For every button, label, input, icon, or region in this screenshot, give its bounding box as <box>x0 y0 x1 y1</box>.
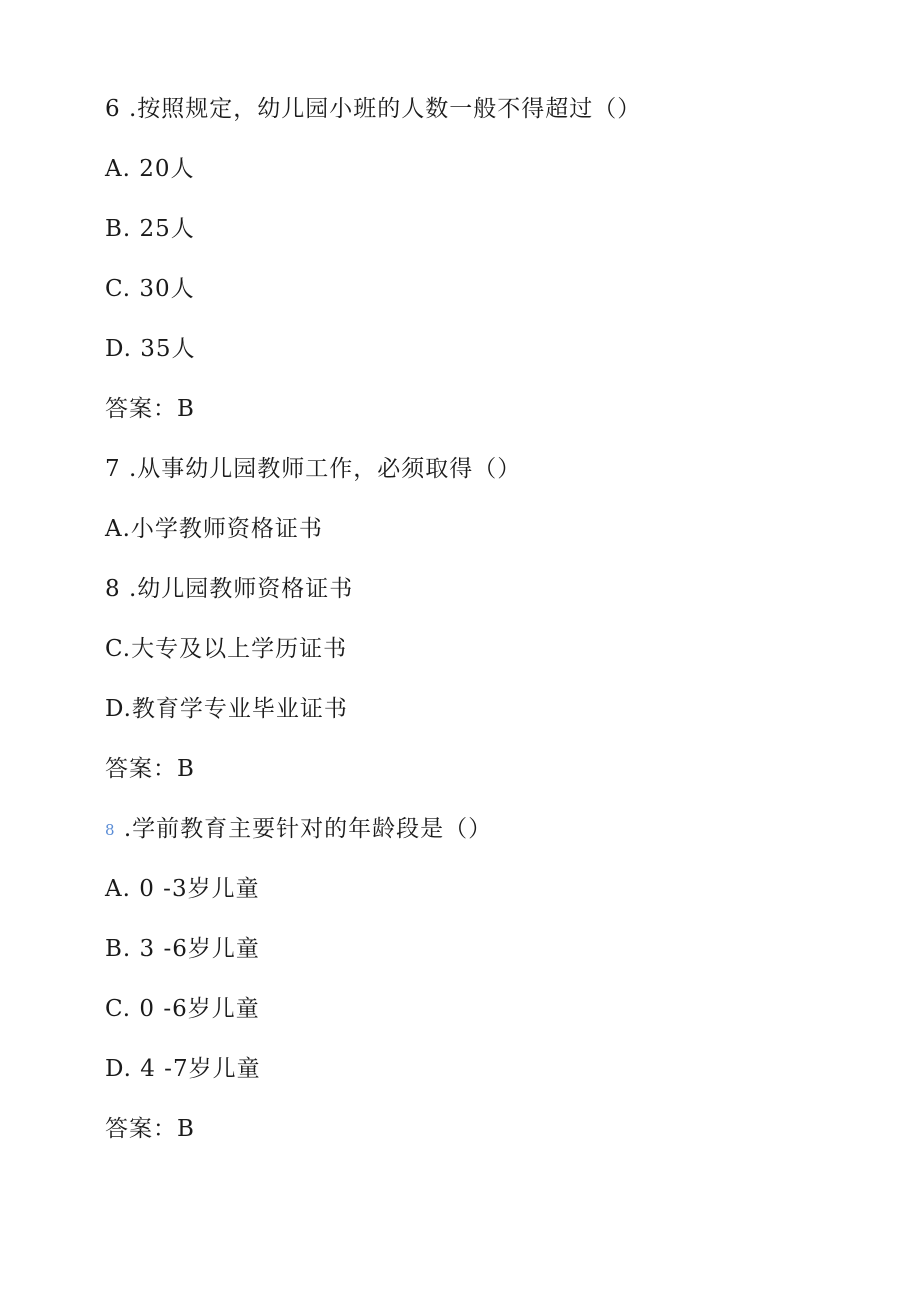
question-8-number: 8 <box>105 821 116 839</box>
question-8-answer: 答案：B <box>105 1116 195 1142</box>
question-6-option-a: A. 20人 <box>105 156 195 182</box>
question-7-option-a: A.小学教师资格证书 <box>105 516 323 542</box>
question-6-option-d: D. 35人 <box>105 336 196 362</box>
question-7-option-c: C.大专及以上学历证书 <box>105 636 348 662</box>
question-7-answer: 答案：B <box>105 756 195 782</box>
question-7-stem: 7 .从事幼儿园教师工作，必须取得（） <box>105 456 522 482</box>
question-8-option-d: D. 4 -7岁儿童 <box>105 1056 261 1082</box>
question-8-option-a: A. 0 -3岁儿童 <box>105 876 260 902</box>
question-6-option-b: B. 25人 <box>105 216 195 242</box>
question-6-option-c: C. 30人 <box>105 276 195 302</box>
question-7-option-b: 8 .幼儿园教师资格证书 <box>105 576 354 602</box>
question-8-option-c: C. 0 -6岁儿童 <box>105 996 260 1022</box>
question-8-option-b: B. 3 -6岁儿童 <box>105 936 260 962</box>
question-8-stem <box>105 814 492 844</box>
question-7-option-d: D.教育学专业毕业证书 <box>105 696 348 722</box>
question-6-stem: 6 .按照规定，幼儿园小班的人数一般不得超过（） <box>105 96 642 122</box>
question-6-answer: 答案：B <box>105 396 195 422</box>
question-8-stem-text: .学前教育主要针对的年龄段是（） <box>115 816 493 842</box>
